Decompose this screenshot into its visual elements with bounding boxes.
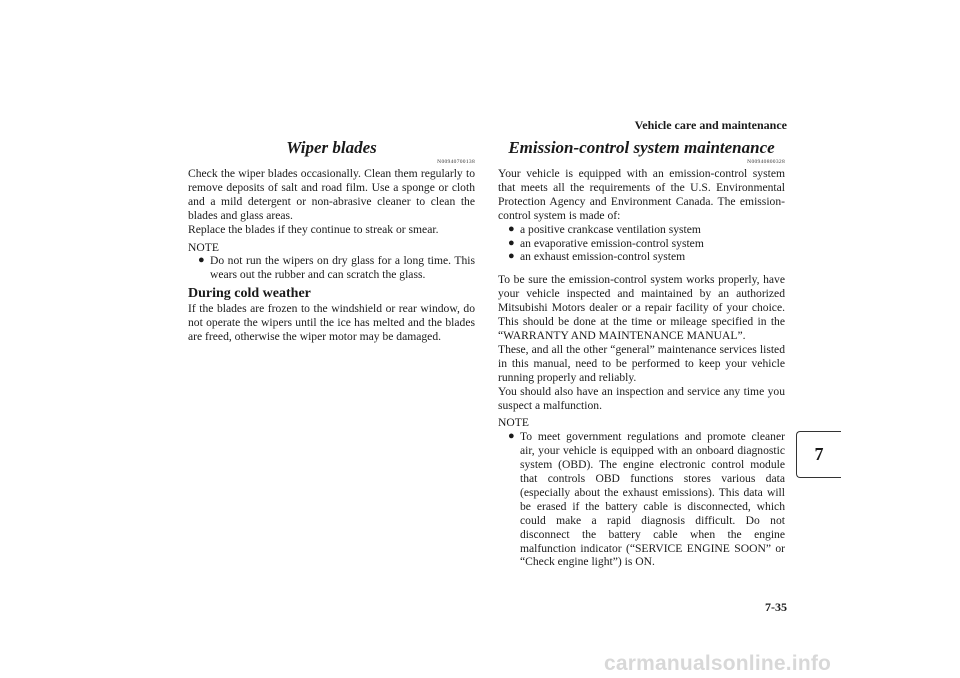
bullet-icon: ● [508,236,515,249]
paragraph: You should also have an inspection and service any time you suspect a malfunction. [498,384,785,412]
bullet-icon: ● [508,430,515,443]
list-item [498,223,785,237]
note-label: NOTE [188,240,219,254]
section-code: N00940700138 [437,159,475,165]
paragraph: Replace the blades if they continue to streak or smear. [188,222,439,236]
paragraph: Check the wiper blades occasionally. Clean them regularly to remove deposits of salt and road film. Use a sponge or cloth and a mild detergent or non-abrasive cleaner to clean the blades and glass areas. [188,167,475,222]
chapter-tab: 7 [796,431,841,478]
bullet-icon: ● [198,254,205,267]
list-text: an exhaust emission-control system [520,250,686,264]
paragraph: Your vehicle is equipped with an emission-control system that meets all the requirements of the U.S. Environmental Protection Agency and Environment Canada. The emission-control system is made of: [498,167,785,222]
subsection-title: During cold weather [188,286,311,302]
list-text: an evaporative emission-control system [520,236,704,250]
watermark: carmanualsonline.info [604,652,832,675]
bullet-icon: ● [508,222,515,235]
note-item [498,430,785,569]
wiper-blades-section [188,138,475,344]
note-item [188,254,475,282]
paragraph: These, and all the other “general” maintenance services listed in this manual, need to be performed to keep your vehicle running properly and reliably. [498,342,785,384]
list-item [498,237,785,251]
page-number: 7-35 [765,600,787,614]
list-text: a positive crankcase ventilation system [520,222,701,236]
paragraph: To be sure the emission-control system works properly, have your vehicle inspected and maintained by an authorized Mitsubishi Motors dealer or a repair facility of your choice. This should be done at the time or mileage specified in the “WARRANTY AND MAINTENANCE MANUAL”. [498,273,785,342]
section-title: Wiper blades [286,138,377,157]
emission-control-section [498,138,785,569]
list-item [498,250,785,264]
section-title: Emission-control system maintenance [508,138,775,157]
section-code: N00940800328 [747,159,785,165]
paragraph: If the blades are frozen to the windshield or rear window, do not operate the wipers until the ice has melted and the blades are freed, otherwise the wiper motor may be damaged. [188,302,475,344]
bullet-icon: ● [508,250,515,263]
note-text: To meet government regulations and promote cleaner air, your vehicle is equipped with an onboard diagnostic system (OBD). The engine electronic control module that controls OBD functions stores various data (especially about the exhaust emissions). This data will be erased if the battery cable is disconnected, which could make a rapid diagnosis difficult. Do not disconnect the battery cable when the engine malfunction indicator (“SERVICE ENGINE SOON” or “Check engine light”) is ON. [520,430,785,569]
note-text: Do not run the wipers on dry glass for a long time. This wears out the rubber and can scratch the glass. [210,254,475,282]
chapter-header: Vehicle care and maintenance [634,118,787,132]
note-label: NOTE [498,416,529,430]
